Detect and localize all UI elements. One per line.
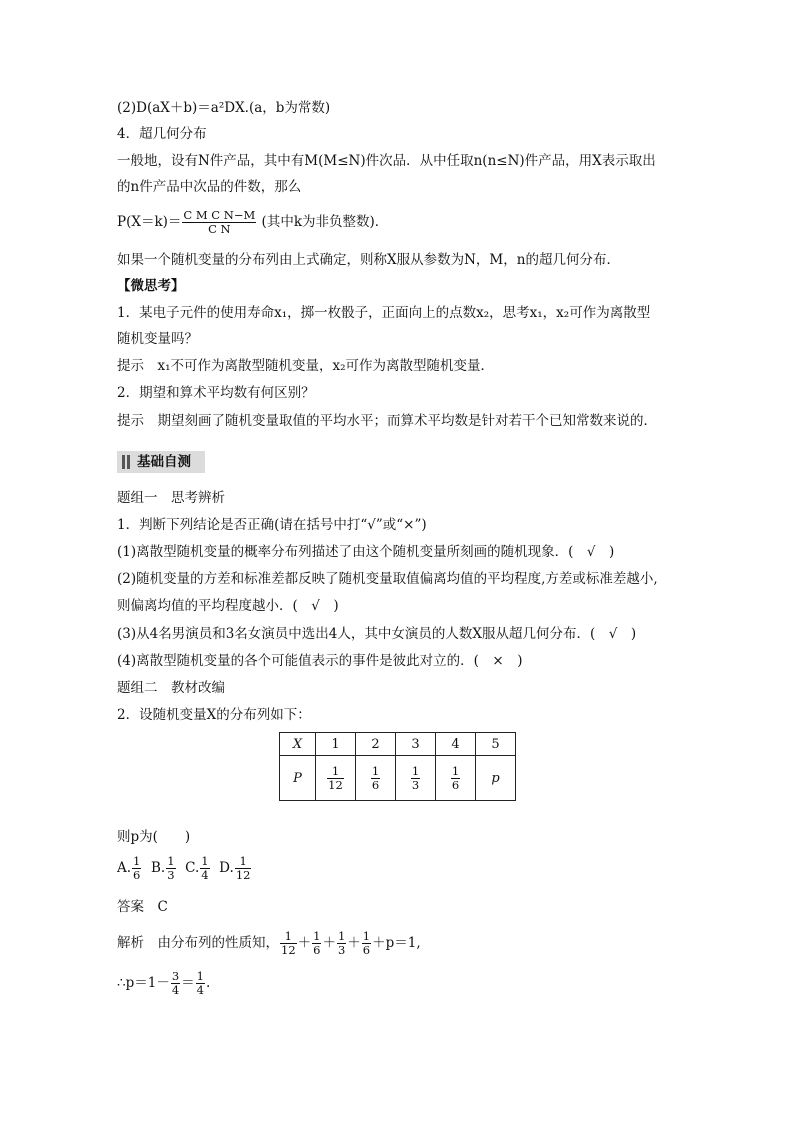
fraction-denominator: 4: [171, 983, 180, 997]
fraction-numerator: 1: [280, 930, 297, 944]
final-prefix: ∴p＝1－: [117, 975, 170, 991]
table-cell: p: [476, 756, 516, 801]
fraction-numerator: 1: [371, 763, 380, 778]
final-end: .: [205, 975, 211, 991]
fraction-denominator: 4: [196, 983, 204, 997]
banner-title: 基础自测: [137, 454, 191, 470]
judge-item4: (4)离散型随机变量的各个可能值表示的事件是彼此对立的．( × ): [117, 653, 523, 669]
choice-b-label: B.: [150, 860, 166, 876]
question1-line2: 随机变量吗？: [117, 331, 198, 347]
analysis-fraction: [362, 930, 371, 957]
choice-d-fraction: [235, 855, 252, 882]
hypergeometric-definition-line2: 的n件产品中次品的件数，那么: [117, 179, 302, 195]
fraction-denominator: 6: [133, 868, 141, 882]
hint2: 提示 期望刻画了随机变量取值的平均水平；而算术平均数是针对若干个已知常数来说的．: [117, 413, 657, 429]
choice-c-label: C.: [185, 860, 200, 876]
fraction-numerator: 1: [201, 854, 209, 868]
fraction-denominator: 6: [313, 943, 321, 957]
choice-a-label: A.: [117, 860, 132, 876]
distribution-table: [279, 732, 516, 801]
table-fraction: [371, 765, 380, 792]
fraction-denominator: 12: [328, 777, 343, 792]
table-fraction: [451, 765, 460, 792]
formula-suffix: (其中k为非负整数)．: [261, 214, 389, 230]
table-cell: [316, 756, 356, 801]
table-row: [280, 756, 516, 801]
table-cell: [436, 756, 476, 801]
question1-line1: 1．某电子元件的使用寿命x₁，掷一枚骰子，正面向上的点数x₂，思考x₁，x₂可作为离散型: [117, 305, 651, 321]
fraction-denominator: 6: [371, 777, 380, 792]
fraction-denominator: 6: [451, 777, 460, 792]
final-equals: ＝: [181, 975, 195, 991]
formula-fraction: [182, 209, 256, 236]
hypergeometric-definition-line1: 一般地，设有N件产品，其中有M(M≤N)件次品．从中任取n(n≤N)件产品，用X表示取出: [117, 153, 656, 169]
table-header-cell: 2: [356, 733, 396, 756]
table-fraction: [327, 765, 344, 792]
fraction-denominator: 3: [337, 943, 346, 957]
table-header-cell: 1: [316, 733, 356, 756]
hypergeometric-conclusion: 如果一个随机变量的分布列由上式确定，则称X服从参数为N，M，n的超几何分布．: [117, 252, 620, 268]
table-header-cell: X: [280, 733, 316, 756]
judge-intro: 1．判断下列结论是否正确(请在括号中打“√”或“×”): [117, 517, 427, 533]
fraction-denominator: 12: [235, 868, 251, 882]
fraction-denominator: 3: [167, 868, 175, 882]
section-heading-hypergeometric: 4．超几何分布: [117, 126, 207, 142]
question2-intro: 2．设随机变量X的分布列如下：: [117, 707, 311, 723]
judge-item3: (3)从4名男演员和3名女演员中选出4人，其中女演员的人数X服从超几何分布．( √ ): [117, 626, 637, 642]
fraction-numerator: 1: [362, 929, 371, 943]
final-line: [117, 968, 210, 998]
fraction-numerator: 1: [235, 855, 252, 869]
analysis-fraction: [312, 930, 321, 957]
final-fraction: [196, 970, 205, 997]
fraction-numerator: 1: [327, 765, 344, 779]
fraction-denominator: 6: [362, 943, 371, 957]
analysis-prefix: 解析 由分布列的性质知，: [117, 935, 279, 951]
group2-heading: 题组二 教材改编: [117, 680, 225, 696]
banner-bar-icon: [122, 455, 125, 469]
hypergeometric-formula: [117, 205, 388, 239]
question2-ask: 则p为( ): [117, 829, 191, 845]
analysis-tail: ＋p＝1,: [372, 935, 421, 951]
section-banner: [117, 451, 205, 473]
question2: 2．期望和算术平均数有何区别？: [117, 385, 315, 401]
judge-item2-line1: (2)随机变量的方差和标准差都反映了随机变量取值偏离均值的平均程度,方差或标准差越小,: [117, 571, 658, 587]
formula-denominator: C N: [208, 222, 231, 236]
fraction-denominator: 12: [281, 943, 296, 957]
fraction-numerator: 1: [167, 854, 175, 868]
formula-prefix: P(X＝k)＝: [117, 214, 182, 230]
judge-item1: (1)离散型随机变量的概率分布列描述了由这个随机变量所刻画的随机现象．( √ ): [117, 544, 615, 560]
fraction-numerator: 1: [133, 854, 141, 868]
choice-b-fraction: [166, 855, 175, 882]
variance-property-line: (2)D(aX＋b)＝a²DX.(a，b为常数): [117, 100, 331, 116]
table-header-cell: 3: [396, 733, 436, 756]
banner-bar-icon: [127, 455, 130, 469]
fraction-denominator: 3: [411, 777, 420, 792]
micro-thinking-heading: 【微思考】: [117, 278, 185, 294]
choice-a-fraction: [132, 855, 141, 882]
analysis-line: 解析 由分布列的性质知， $\frac{1}{12}$ ＋ $\frac{1}{6}$ ＋ $\frac{1}{3}$ ＋ $\frac{1}{6}$ ＋p＝1,: [117, 929, 421, 957]
final-fraction: [171, 970, 180, 997]
table-fraction: [411, 765, 420, 792]
analysis-fraction: [280, 930, 297, 957]
fraction-numerator: 1: [337, 929, 346, 943]
choice-d-label: D.: [219, 860, 234, 876]
table-header-cell: 4: [436, 733, 476, 756]
table-cell: [356, 756, 396, 801]
fraction-numerator: 1: [411, 763, 420, 778]
fraction-numerator: 3: [171, 969, 180, 983]
hint1: 提示 x₁不可作为离散型随机变量，x₂可作为离散型随机变量．: [117, 358, 495, 374]
judge-item2-line2: 则偏离均值的平均程度越小．( √ ): [117, 598, 339, 614]
table-row: [280, 733, 516, 756]
fraction-denominator: 4: [201, 868, 209, 882]
fraction-numerator: 1: [313, 929, 321, 943]
group1-heading: 题组一 思考辨析: [117, 490, 225, 506]
fraction-numerator: 1: [451, 763, 460, 778]
table-header-cell: 5: [476, 733, 516, 756]
table-row-label: P: [280, 756, 316, 801]
choices-line: [117, 853, 252, 883]
analysis-fraction: [337, 930, 346, 957]
answer-line: 答案 C: [117, 899, 168, 915]
formula-numerator: C M C N−M: [183, 208, 256, 222]
table-cell: [396, 756, 436, 801]
choice-c-fraction: [200, 855, 209, 882]
fraction-numerator: 1: [196, 969, 204, 983]
